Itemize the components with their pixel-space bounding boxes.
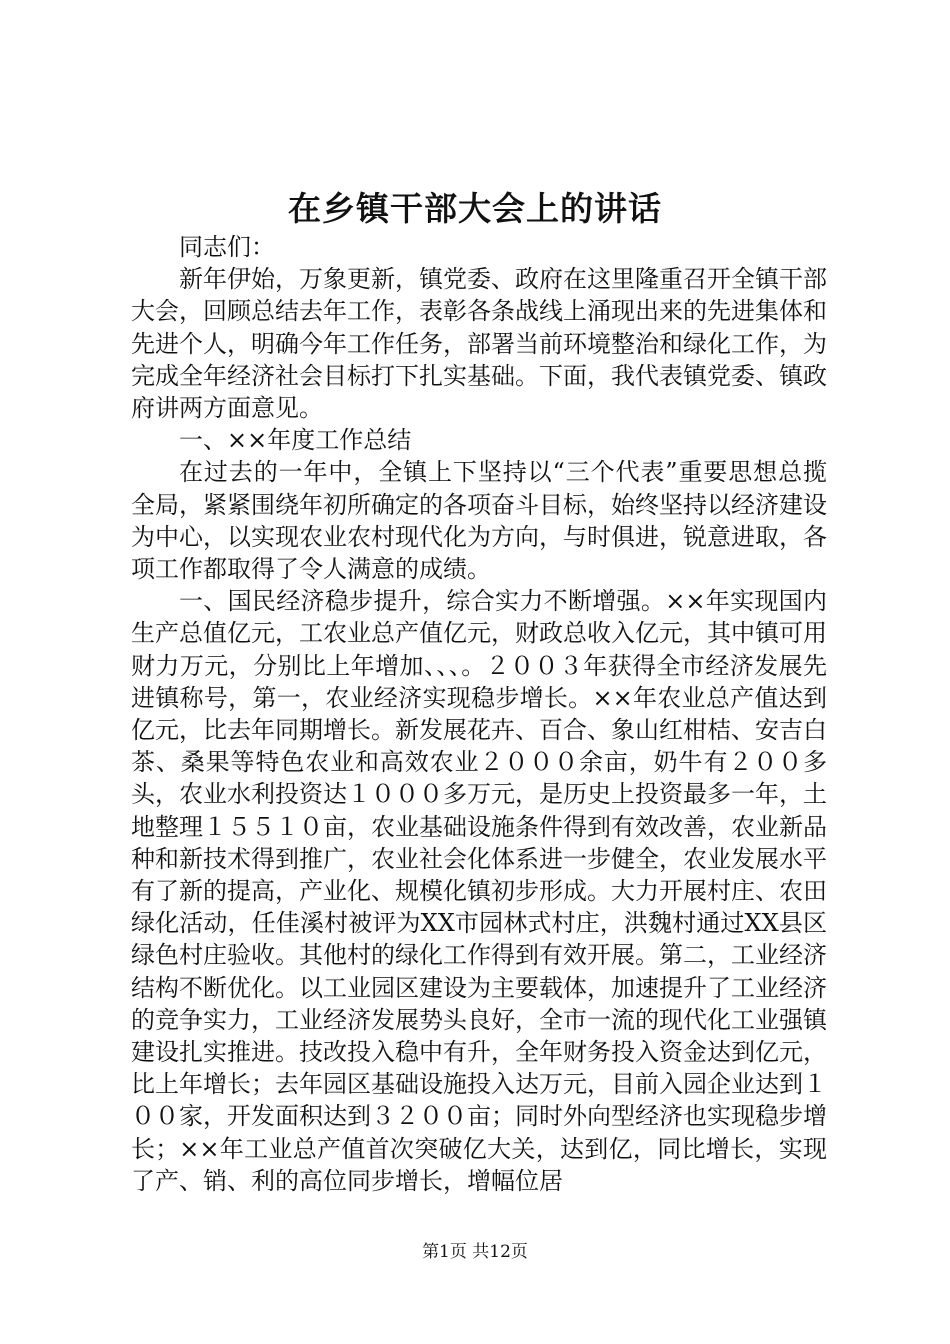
paragraph-economy: 一、国民经济稳步提升，综合实力不断增强。××年实现国内生产总值亿元，工农业总产值亿元，财政总收入亿元，其中镇可用财力万元，分别比上年增加、、、。２００３年获得全市经济发展先进镇称号，第一，农业经济实现稳步增长。××年农业总产值达到亿元，比去年同期增长。新发展花卉、百合、象山红柑桔、安吉白茶、桑果等特色农业和高效农业２０００余亩，奶牛有２００多头，农业水利投资达１０００多万元，是历史上投资最多一年，土地整理１５５１０亩，农业基础设施条件得到有效改善，农业新品种和新技术得到推广，农业社会化体系进一步健全，农业发展水平有了新的提高，产业化、规模化镇初步形成。大力开展村庄、农田绿化活动，任佳溪村被评为XX市园林式村庄，洪魏村通过XX县区绿色村庄验收。其他村的绿化工作得到有效开展。第二，工业经济结构不断优化。以工业园区建设为主要载体，加速提升了工业经济的竞争实力，工业经济发展势头良好，全市一流的现代化工业强镇建设扎实推进。技改投入稳中有升，全年财务投入资金达到亿元，比上年增长；去年园区基础设施投入达万元，目前入园企业达到１００家，开发面积达到３２００亩；同时外向型经济也实现稳步增长；××年工业总产值首次突破亿大关，达到亿，同比增长，实现了产、销、利的高位同步增长，增幅位居 [131, 587, 827, 1195]
document-title: 在乡镇干部大会上的讲话 [288, 189, 662, 228]
page-footer: 第1页 共12页 [422, 1242, 528, 1262]
salutation: 同志们： [179, 233, 275, 261]
paragraph-intro: 新年伊始，万象更新，镇党委、政府在这里隆重召开全镇干部大会，回顾总结去年工作，表彰各条战线上涌现出来的先进集体和先进个人，明确今年工作任务，部署当前环境整治和绿化工作，为完成全年经济社会目标打下扎实基础。下面，我代表镇党委、镇政府讲两方面意见。 [131, 265, 827, 423]
document-body [131, 231, 827, 1197]
section-heading: 一、××年度工作总结 [179, 426, 412, 455]
paragraph-summary: 在过去的一年中，全镇上下坚持以“三个代表”重要思想总揽全局，紧紧围绕年初所确定的各项奋斗目标，始终坚持以经济建设为中心，以实现农业农村现代化为方向，与时俱进，锐意进取，各项工作都取得了令人满意的成绩。 [131, 458, 827, 584]
